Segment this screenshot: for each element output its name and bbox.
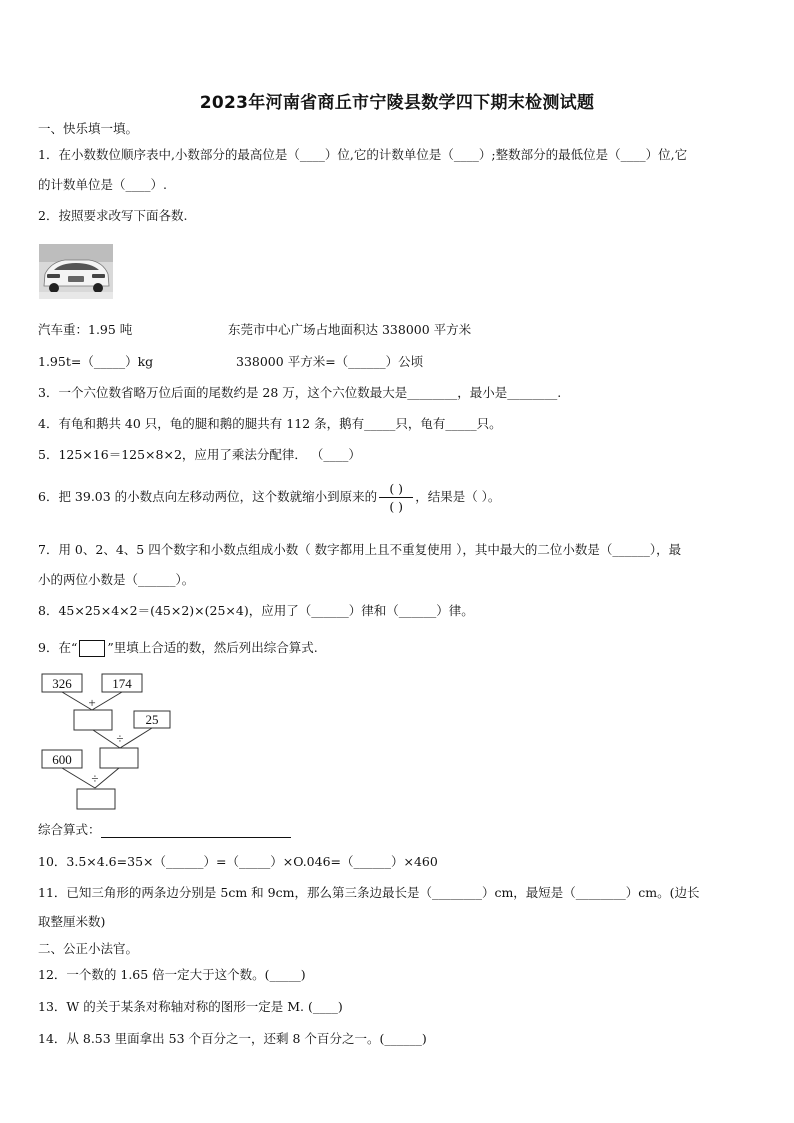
question-1-line-2: 的计数单位是（____）. xyxy=(38,177,167,192)
question-14: 14．从 8.53 里面拿出 53 个百分之一，还剩 8 个百分之一。(______) xyxy=(38,1031,427,1046)
question-9 xyxy=(38,640,318,657)
q9-formula-line xyxy=(38,822,291,838)
answer-box-2[interactable] xyxy=(100,748,138,768)
question-4: 4．有龟和鹅共 40 只，龟的腿和鹅的腿共有 112 条，鹅有_____只，龟有_____只。 xyxy=(38,416,502,431)
section-heading-2: 二、公正小法官。 xyxy=(38,941,139,956)
q6-denominator: ( ) xyxy=(389,499,404,514)
question-2: 2．按照要求改写下面各数. xyxy=(38,208,188,223)
q9-text-before: 9．在“ xyxy=(38,640,78,655)
q6-text-after: ，结果是（ ）。 xyxy=(415,489,501,504)
q6-text-before: 6．把 39.03 的小数点向左移动两位，这个数就缩小到原来的 xyxy=(38,489,378,504)
car-photo xyxy=(39,244,113,299)
q2-area: 东莞市中心广场占地面积达 338000 平方米 xyxy=(228,322,472,337)
formula-answer-line[interactable] xyxy=(101,825,291,838)
q2-answer-kg: 1.95t=（_____）kg xyxy=(38,354,154,369)
plus-operator: + xyxy=(88,695,96,710)
question-7-line-2: 小的两位小数是（______）。 xyxy=(38,572,195,587)
q9-formula-label: 综合算式： xyxy=(38,822,101,837)
question-12: 12．一个数的 1.65 倍一定大于这个数。(_____) xyxy=(38,967,306,982)
divide-operator-1: ÷ xyxy=(116,731,124,746)
q9-text-after: ”里填上合适的数，然后列出综合算式. xyxy=(107,640,318,655)
question-7-line-1: 7．用 0、2、4、5 四个数字和小数点组成小数（ 数字都用上且不重复使用 ），其中最大的二位小数是（______），最 xyxy=(38,542,682,557)
number-174: 174 xyxy=(112,676,132,691)
number-600: 600 xyxy=(52,752,72,767)
question-11-line-1: 11．已知三角形的两条边分别是 5cm 和 9cm，那么第三条边最长是（________）cm，最短是（________）cm。(边长 xyxy=(38,885,700,900)
divide-operator-2: ÷ xyxy=(91,771,99,786)
blank-box-icon xyxy=(79,640,105,657)
answer-box-3[interactable] xyxy=(77,789,115,809)
page-title: 2023年河南省商丘市宁陵县数学四下期末检测试题 xyxy=(199,93,595,113)
section-heading-1: 一、快乐填一填。 xyxy=(38,121,139,136)
fraction-bar xyxy=(379,497,413,498)
question-13: 13．W 的关于某条对称轴对称的图形一定是 M. (____) xyxy=(38,999,343,1014)
q6-fraction-blank xyxy=(379,481,413,514)
calculation-tree-diagram xyxy=(38,670,198,815)
question-10: 10．3.5×4.6=35×（______）=（_____）×O.046=（______）×460 xyxy=(38,854,438,869)
answer-box-1[interactable] xyxy=(74,710,112,730)
number-326: 326 xyxy=(52,676,72,691)
question-3: 3．一个六位数省略万位后面的尾数约是 28 万，这个六位数最大是________，最小是________. xyxy=(38,385,562,400)
question-1-line-1: 1．在小数数位顺序表中,小数部分的最高位是（____）位,它的计数单位是（____）;整数部分的最低位是（____）位,它 xyxy=(38,147,688,162)
number-25: 25 xyxy=(145,712,159,727)
q2-answer-hectare: 338000 平方米=（______）公顷 xyxy=(236,354,424,369)
question-6 xyxy=(38,480,500,514)
question-5: 5．125×16＝125×8×2，应用了乘法分配律． （____） xyxy=(38,447,361,462)
question-11-line-2: 取整厘米数) xyxy=(38,914,106,929)
q2-car-weight: 汽车重：1.95 吨 xyxy=(38,322,133,337)
q6-numerator: ( ) xyxy=(389,481,404,496)
question-8: 8．45×25×4×2＝(45×2)×(25×4)，应用了（______）律和（______）律。 xyxy=(38,603,474,618)
